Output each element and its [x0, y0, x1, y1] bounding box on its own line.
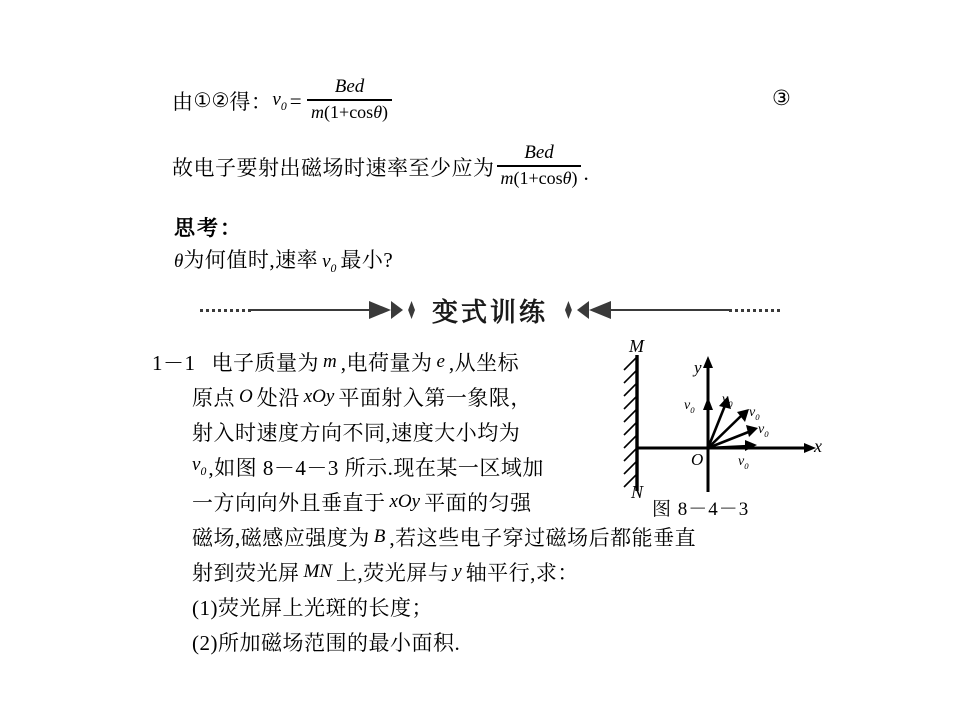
banner-arrow-tail-left	[391, 301, 403, 319]
equation-tag-three: ③	[772, 86, 791, 110]
label-axis-y: y	[694, 358, 702, 377]
banner-rule-right	[611, 309, 729, 312]
problem-number: 1－1	[152, 350, 196, 375]
problem-text: (2)所加磁场范围的最小面积.	[192, 630, 461, 655]
problem-symbol: e	[436, 350, 445, 372]
derivation-lead: 由	[172, 90, 194, 114]
problem-symbol: MN	[303, 560, 332, 582]
banner-pip-left	[408, 301, 415, 319]
problem-symbol: O	[239, 385, 253, 407]
problem-text: 平面射入第一象限，	[338, 385, 532, 410]
conclusion-denominator: m(1+cosθ)	[500, 167, 578, 188]
velocity-arrowhead-4	[746, 425, 758, 437]
problem-symbol: xOy	[303, 385, 335, 407]
label-velocity-4: $v_0$	[758, 422, 769, 439]
figure-caption: 图 8－4－3	[652, 499, 750, 520]
label-screen-bottom: N	[631, 482, 644, 502]
conclusion-period: .	[583, 161, 590, 185]
label-axis-x: x	[814, 436, 822, 456]
conclusion-line	[172, 144, 589, 190]
derivation-line	[172, 78, 394, 124]
think-question-part2: 最小?	[340, 248, 394, 272]
banner-title: 变式训练	[431, 296, 548, 327]
fraction-numerator: Bed	[334, 76, 365, 98]
conclusion-text: 故电子要射出磁场时速率至少应为	[172, 156, 495, 180]
think-question	[174, 244, 393, 276]
velocity-vectors	[708, 403, 751, 448]
problem-line	[152, 589, 812, 624]
fraction-denominator: m(1+cosθ)	[311, 101, 389, 122]
problem-symbol: m	[323, 350, 337, 372]
problem-text: 上,荧光屏与	[336, 560, 450, 585]
problem-text: 磁场,磁感应强度为	[192, 525, 370, 550]
symbol-subscript: 0	[200, 464, 207, 478]
banner-dotted-line-left	[200, 309, 251, 312]
banner-rule-left	[251, 309, 369, 312]
derivation-fraction	[307, 77, 392, 122]
think-heading: 思考：	[174, 217, 243, 240]
think-question-part1: 为何值时,速率	[183, 248, 319, 272]
problem-text: (1)荧光屏上光斑的长度；	[192, 595, 433, 620]
problem-symbol: xOy	[389, 490, 421, 512]
problem-text: 电子质量为	[211, 350, 319, 375]
symbol-base: v	[192, 454, 201, 476]
label-velocity-2: $v_0$	[722, 392, 733, 409]
banner-arrow-left	[369, 301, 391, 319]
problem-text: ,电荷量为	[340, 350, 433, 375]
problem-text: 射入时速度方向不同,速度大小均为	[192, 420, 521, 445]
problem-text: 原点	[192, 385, 235, 410]
think-velocity-symbol: $v_0$	[322, 251, 337, 275]
conclusion-fraction	[497, 143, 582, 188]
derivation-result-variable: $v_0$	[272, 88, 287, 113]
screen-hatching	[624, 358, 636, 487]
label-screen-top: M	[629, 336, 644, 356]
derivation-equals: =	[289, 88, 303, 113]
think-theta: θ	[174, 251, 184, 272]
banner-dotted-line-right	[729, 309, 780, 312]
velocity-arrowhead-1	[703, 397, 713, 410]
problem-text: ,如图 8－4－3 所示.现在某一区域加	[208, 455, 544, 480]
velocity-arrowhead-3	[737, 409, 749, 422]
conclusion-numerator: Bed	[524, 142, 554, 164]
section-banner	[200, 288, 780, 332]
problem-text: 处沿	[256, 385, 300, 410]
banner-arrow-right	[589, 301, 611, 319]
problem-line	[152, 624, 812, 659]
circled-one: ①	[193, 90, 212, 112]
problem-text: 平面的匀强	[424, 490, 532, 515]
problem-symbol: B	[373, 525, 386, 547]
problem-text: ,若这些电子穿过磁场后都能垂直	[389, 525, 697, 550]
label-velocity-5: $v_0$	[738, 454, 749, 471]
problem-text: 轴平行,求：	[465, 560, 579, 585]
problem-text: ,从坐标	[448, 350, 520, 375]
banner-pip-right	[565, 301, 572, 319]
problem-symbol: y	[453, 560, 462, 582]
label-velocity-1: $v_0$	[684, 398, 695, 415]
circled-two: ②	[211, 90, 230, 112]
derivation-get-text: 得：	[229, 90, 273, 114]
problem-symbol-subscripted	[192, 454, 206, 479]
label-velocity-3: $v_0$	[749, 405, 760, 422]
y-axis-arrowhead	[703, 356, 713, 368]
problem-text: 射到荧光屏	[192, 560, 300, 585]
problem-line	[152, 554, 812, 589]
problem-text: 一方向向外且垂直于	[192, 490, 386, 515]
banner-arrow-tail-right	[577, 301, 589, 319]
label-origin: O	[691, 450, 704, 469]
